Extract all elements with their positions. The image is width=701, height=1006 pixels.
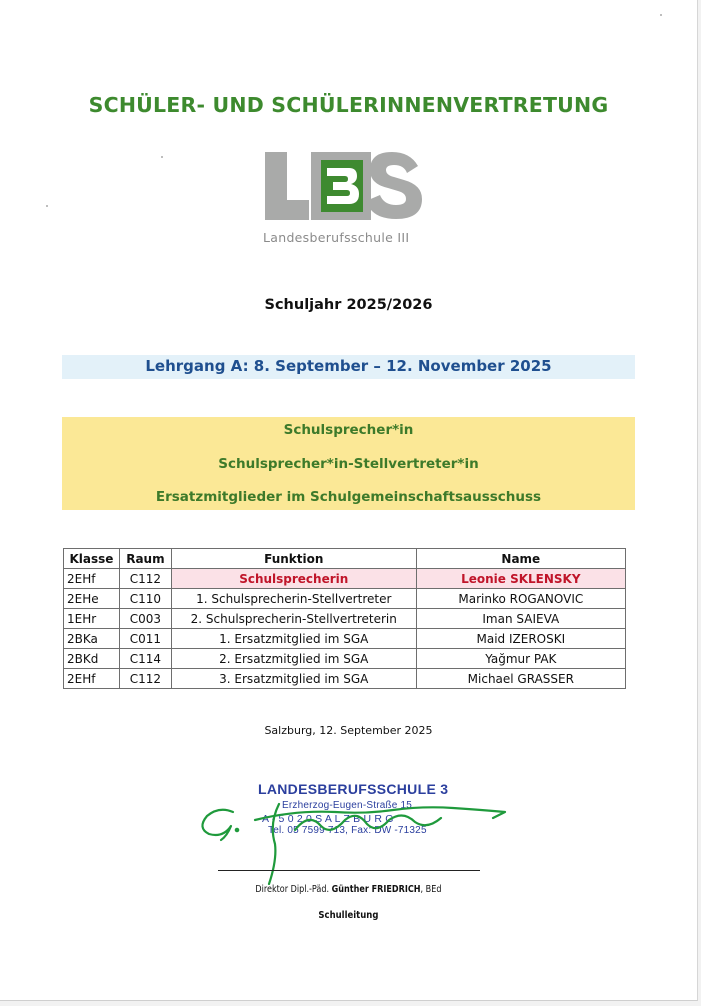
cell-raum: C114 <box>119 649 171 669</box>
signature-line <box>218 870 480 871</box>
cell-name: Marinko ROGANOVIC <box>416 589 625 609</box>
cell-funktion: 2. Ersatzmitglied im SGA <box>171 649 416 669</box>
representatives-table <box>63 548 626 689</box>
cell-klasse: 2EHf <box>64 669 120 689</box>
table-row <box>64 649 626 669</box>
cell-name: Michael GRASSER <box>416 669 625 689</box>
stamp-title: LANDESBERUFSSCHULE 3 <box>258 781 449 797</box>
column-header-raum: Raum <box>119 549 171 569</box>
cell-name: Leonie SKLENSKY <box>416 569 625 589</box>
cell-raum: C112 <box>119 569 171 589</box>
cell-funktion: 2. Schulsprecherin-Stellvertreterin <box>171 609 416 629</box>
cell-funktion: 3. Ersatzmitglied im SGA <box>171 669 416 689</box>
table-row <box>64 609 626 629</box>
logo-caption: Landesberufsschule III <box>263 230 410 245</box>
cell-klasse: 1EHr <box>64 609 120 629</box>
role-title-2: Schulsprecher*in-Stellvertreter*in <box>218 456 479 472</box>
column-header-klasse: Klasse <box>64 549 120 569</box>
stamp-street: Erzherzog-Eugen-Straße 15 <box>282 800 413 811</box>
table-header-row <box>64 549 626 569</box>
scan-speck <box>660 14 662 16</box>
scan-speck <box>46 205 48 207</box>
role-label: Schulleitung <box>318 910 379 921</box>
document-heading: SCHÜLER- UND SCHÜLERINNENVERTRETUNG <box>88 93 609 117</box>
cell-raum: C112 <box>119 669 171 689</box>
role-title-3: Ersatzmitglieder im Schulgemeinschaftsausschuss <box>155 489 542 505</box>
director-name: Günther FRIEDRICH <box>331 884 421 895</box>
cell-funktion: 1. Ersatzmitglied im SGA <box>171 629 416 649</box>
table-row <box>64 669 626 689</box>
director-prefix: Direktor Dipl.-Päd. <box>255 884 330 895</box>
column-header-funktion: Funktion <box>171 549 416 569</box>
column-header-name: Name <box>416 549 625 569</box>
cell-klasse: 2EHe <box>64 589 120 609</box>
scan-speck <box>161 156 163 158</box>
table-row <box>64 569 626 589</box>
table-row <box>64 629 626 649</box>
school-year: Schuljahr 2025/2026 <box>264 297 433 313</box>
cell-funktion: Schulsprecherin <box>171 569 416 589</box>
cell-name: Iman SAIEVA <box>416 609 625 629</box>
cell-klasse: 2BKd <box>64 649 120 669</box>
stamp-phone: Tel. 05 7599 713, Fax: DW -71325 <box>268 825 427 836</box>
role-title-1: Schulsprecher*in <box>283 422 414 438</box>
stamp-city: A - 5 0 2 0 S A L Z B U R G <box>262 813 394 825</box>
cell-raum: C011 <box>119 629 171 649</box>
cell-klasse: 2BKa <box>64 629 120 649</box>
table-row <box>64 589 626 609</box>
cell-klasse: 2EHf <box>64 569 120 589</box>
cell-name: Yağmur PAK <box>416 649 625 669</box>
cell-raum: C003 <box>119 609 171 629</box>
cell-name: Maid IZEROSKI <box>416 629 625 649</box>
course-dates: Lehrgang A: 8. September – 12. November 2025 <box>145 357 552 375</box>
place-date: Salzburg, 12. September 2025 <box>264 724 433 737</box>
cell-funktion: 1. Schulsprecherin-Stellvertreter <box>171 589 416 609</box>
cell-raum: C110 <box>119 589 171 609</box>
director-suffix: BEd <box>425 884 442 895</box>
director-line: Direktor Dipl.-Päd. Günther FRIEDRICH, BEd <box>255 884 442 895</box>
